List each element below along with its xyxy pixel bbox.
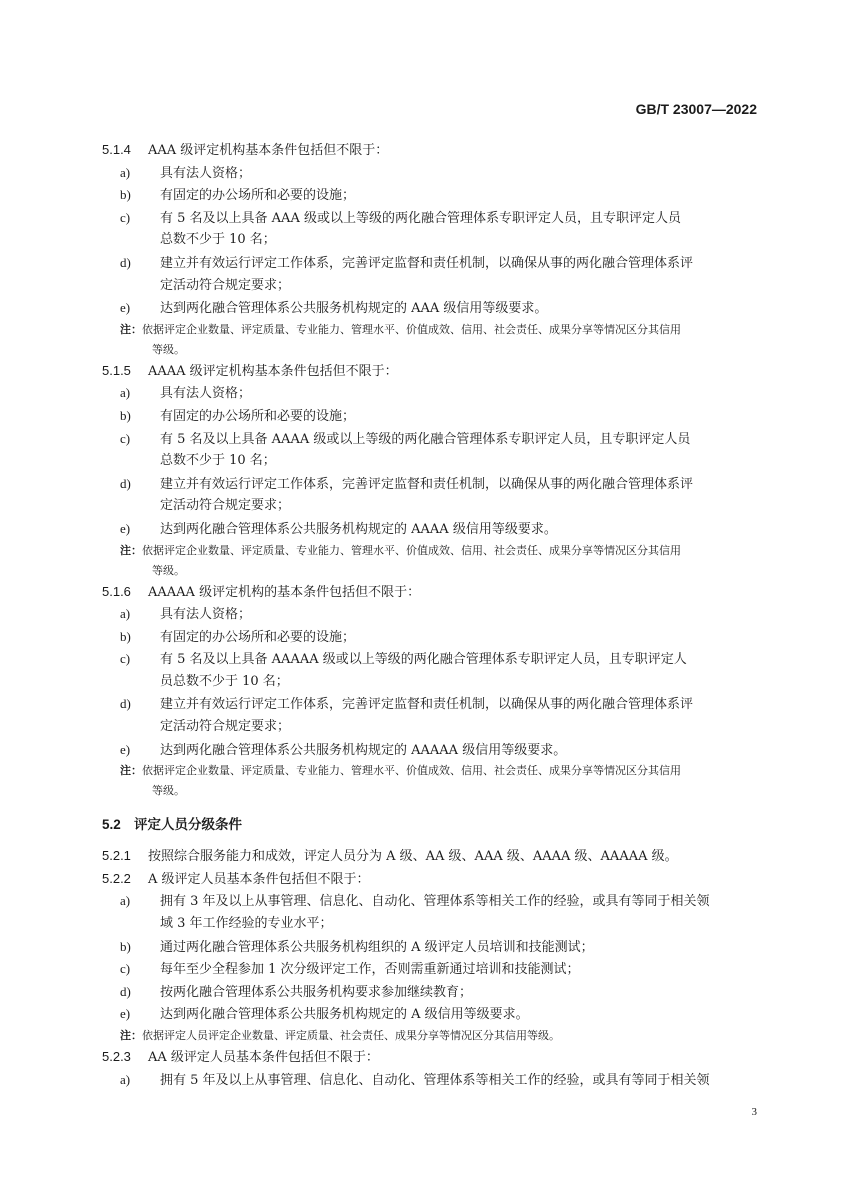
list-marker: d) (120, 696, 131, 712)
list-text-continued: 定活动符合规定要求； (160, 277, 291, 293)
section-number: 5.1.6 (102, 583, 131, 599)
section-title: 评定人员分级条件 (134, 817, 242, 833)
section-5-1-5-heading (102, 360, 762, 383)
list-text: 建立并有效运行评定工作体系，完善评定监督和责任机制，以确保从事的两化融合管理体系评 (160, 697, 694, 713)
note-label: 注： (120, 323, 142, 336)
list-marker: a) (120, 385, 131, 401)
note-text-continued: 等级。 (152, 563, 185, 577)
list-text: 有固定的办公场所和必要的设施； (160, 188, 356, 204)
list-item (102, 207, 762, 230)
list-marker: a) (120, 1071, 131, 1087)
list-marker: e) (120, 300, 131, 316)
list-text-continued: 总数不少于 10 名； (160, 232, 276, 248)
section-5-1-6-heading (102, 581, 762, 604)
note-text-continued: 等级。 (152, 784, 185, 798)
list-text: 拥有 5 年及以上从事管理、信息化、自动化、管理体系等相关工作的经验，或具有等同于相关领 (160, 1072, 710, 1088)
section-number: 5.1.4 (102, 142, 131, 157)
list-text: 拥有 3 年及以上从事管理、信息化、自动化、管理体系等相关工作的经验，或具有等同于相关领 (160, 894, 710, 910)
section-number: 5.2.1 (102, 848, 131, 864)
list-item (102, 297, 762, 320)
section-title: A 级评定人员基本条件包括但不限于： (148, 871, 370, 887)
list-text: 具有法人资格； (160, 165, 252, 181)
list-marker: c) (120, 209, 131, 225)
list-text: 达到两化融合管理体系公共服务机构规定的 AAAA 级信用等级要求。 (160, 521, 557, 537)
note (102, 1026, 762, 1046)
list-marker: c) (120, 961, 131, 977)
page-number: 3 (751, 1106, 757, 1118)
section-text: 按照综合服务能力和成效，评定人员分为 A 级、AA 级、AAA 级、AAAA 级、AAAAA 级。 (148, 849, 678, 865)
list-text-continued: 域 3 年工作经验的专业水平； (160, 916, 333, 932)
list-text-continued: 总数不少于 10 名； (160, 453, 276, 469)
list-item (102, 1003, 762, 1026)
list-item (102, 958, 762, 981)
note-text: 依据评定企业数量、评定质量、专业能力、管理水平、价值成效、信用、社会责任、成果分享等情况区分其信用 (142, 543, 681, 557)
list-item (102, 603, 762, 626)
list-item (102, 648, 762, 671)
list-marker: d) (120, 983, 131, 999)
list-marker: d) (120, 475, 131, 491)
section-5-2-1 (102, 845, 762, 868)
list-text: 有 5 名及以上具备 AAAA 级或以上等级的两化融合管理体系专职评定人员，且专职评定人员 (160, 431, 691, 447)
section-number: 5.2 (102, 817, 121, 833)
list-item (102, 739, 762, 762)
section-number: 5.2.2 (102, 870, 131, 886)
list-text: 按两化融合管理体系公共服务机构要求参加继续教育； (160, 984, 473, 1000)
list-text: 每年至少全程参加 1 次分级评定工作，否则需重新通过培训和技能测试； (160, 962, 580, 978)
list-marker: a) (120, 606, 131, 622)
note (102, 541, 762, 561)
note-label: 注： (120, 1030, 142, 1042)
list-item (102, 1069, 762, 1092)
list-item (102, 626, 762, 649)
section-5-2-3-heading (102, 1046, 762, 1069)
list-text: 达到两化融合管理体系公共服务机构规定的 AAA 级信用等级要求。 (160, 301, 548, 317)
list-item (102, 518, 762, 541)
note (102, 320, 762, 340)
note (102, 761, 762, 781)
list-marker: d) (120, 254, 131, 270)
list-marker: e) (120, 520, 131, 536)
document-number: GB/T 23007—2022 (635, 101, 757, 117)
list-item (102, 693, 762, 716)
note-label: 注： (120, 544, 142, 557)
note-text-continued: 等级。 (152, 342, 185, 356)
list-text: 具有法人资格； (160, 607, 252, 623)
note-text: 依据评定企业数量、评定质量、专业能力、管理水平、价值成效、信用、社会责任、成果分享等情况区分其信用 (142, 322, 681, 336)
list-item (102, 936, 762, 959)
list-text: 建立并有效运行评定工作体系，完善评定监督和责任机制，以确保从事的两化融合管理体系评 (160, 476, 694, 492)
list-text-continued: 定活动符合规定要求； (160, 498, 291, 514)
page-body (102, 139, 762, 1091)
list-text: 达到两化融合管理体系公共服务机构规定的 A 级信用等级要求。 (160, 1007, 529, 1023)
section-title: AAAAA 级评定机构的基本条件包括但不限于： (148, 584, 421, 600)
list-text-continued: 定活动符合规定要求； (160, 719, 291, 735)
list-marker: b) (120, 628, 131, 644)
section-5-2-heading (102, 809, 762, 841)
list-item (102, 473, 762, 496)
section-title: AAAA 级评定机构基本条件包括但不限于： (148, 363, 398, 379)
list-item (102, 890, 762, 913)
section-title: AAA 级评定机构基本条件包括但不限于： (148, 143, 389, 158)
list-text: 达到两化融合管理体系公共服务机构规定的 AAAAA 级信用等级要求。 (160, 742, 567, 758)
list-marker: e) (120, 741, 131, 757)
list-marker: b) (120, 407, 131, 423)
note-text: 依据评定企业数量、评定质量、专业能力、管理水平、价值成效、信用、社会责任、成果分享等情况区分其信用 (142, 764, 681, 778)
list-marker: a) (120, 164, 131, 180)
list-marker: a) (120, 893, 131, 909)
list-marker: b) (120, 187, 131, 203)
section-number: 5.2.3 (102, 1049, 131, 1064)
list-text: 建立并有效运行评定工作体系，完善评定监督和责任机制，以确保从事的两化融合管理体系评 (160, 255, 694, 271)
list-text: 有 5 名及以上具备 AAAAA 级或以上等级的两化融合管理体系专职评定人员，且专职评定人 (160, 652, 687, 668)
list-marker: c) (120, 430, 131, 446)
list-item (102, 428, 762, 451)
list-item (102, 981, 762, 1004)
list-text: 有 5 名及以上具备 AAA 级或以上等级的两化融合管理体系专职评定人员，且专职评定人员 (160, 210, 681, 226)
section-title: AA 级评定人员基本条件包括但不限于： (148, 1050, 379, 1065)
list-marker: b) (120, 938, 131, 954)
note-label: 注： (120, 765, 142, 778)
list-text: 有固定的办公场所和必要的设施； (160, 629, 356, 645)
list-text: 通过两化融合管理体系公共服务机构组织的 A 级评定人员培训和技能测试； (160, 939, 594, 955)
section-number: 5.1.5 (102, 362, 131, 378)
list-item (102, 162, 762, 185)
section-5-1-4-heading (102, 139, 762, 162)
section-5-2-2-heading (102, 868, 762, 891)
list-item (102, 252, 762, 275)
list-item (102, 382, 762, 405)
note-text: 依据评定人员评定企业数量、评定质量、社会责任、成果分享等情况区分其信用等级。 (142, 1029, 560, 1042)
list-marker: c) (120, 651, 131, 667)
list-item (102, 405, 762, 428)
list-text: 具有法人资格； (160, 386, 252, 402)
list-item (102, 184, 762, 207)
list-text: 有固定的办公场所和必要的设施； (160, 408, 356, 424)
list-text-continued: 员总数不少于 10 名； (160, 673, 289, 689)
list-marker: e) (120, 1006, 131, 1022)
